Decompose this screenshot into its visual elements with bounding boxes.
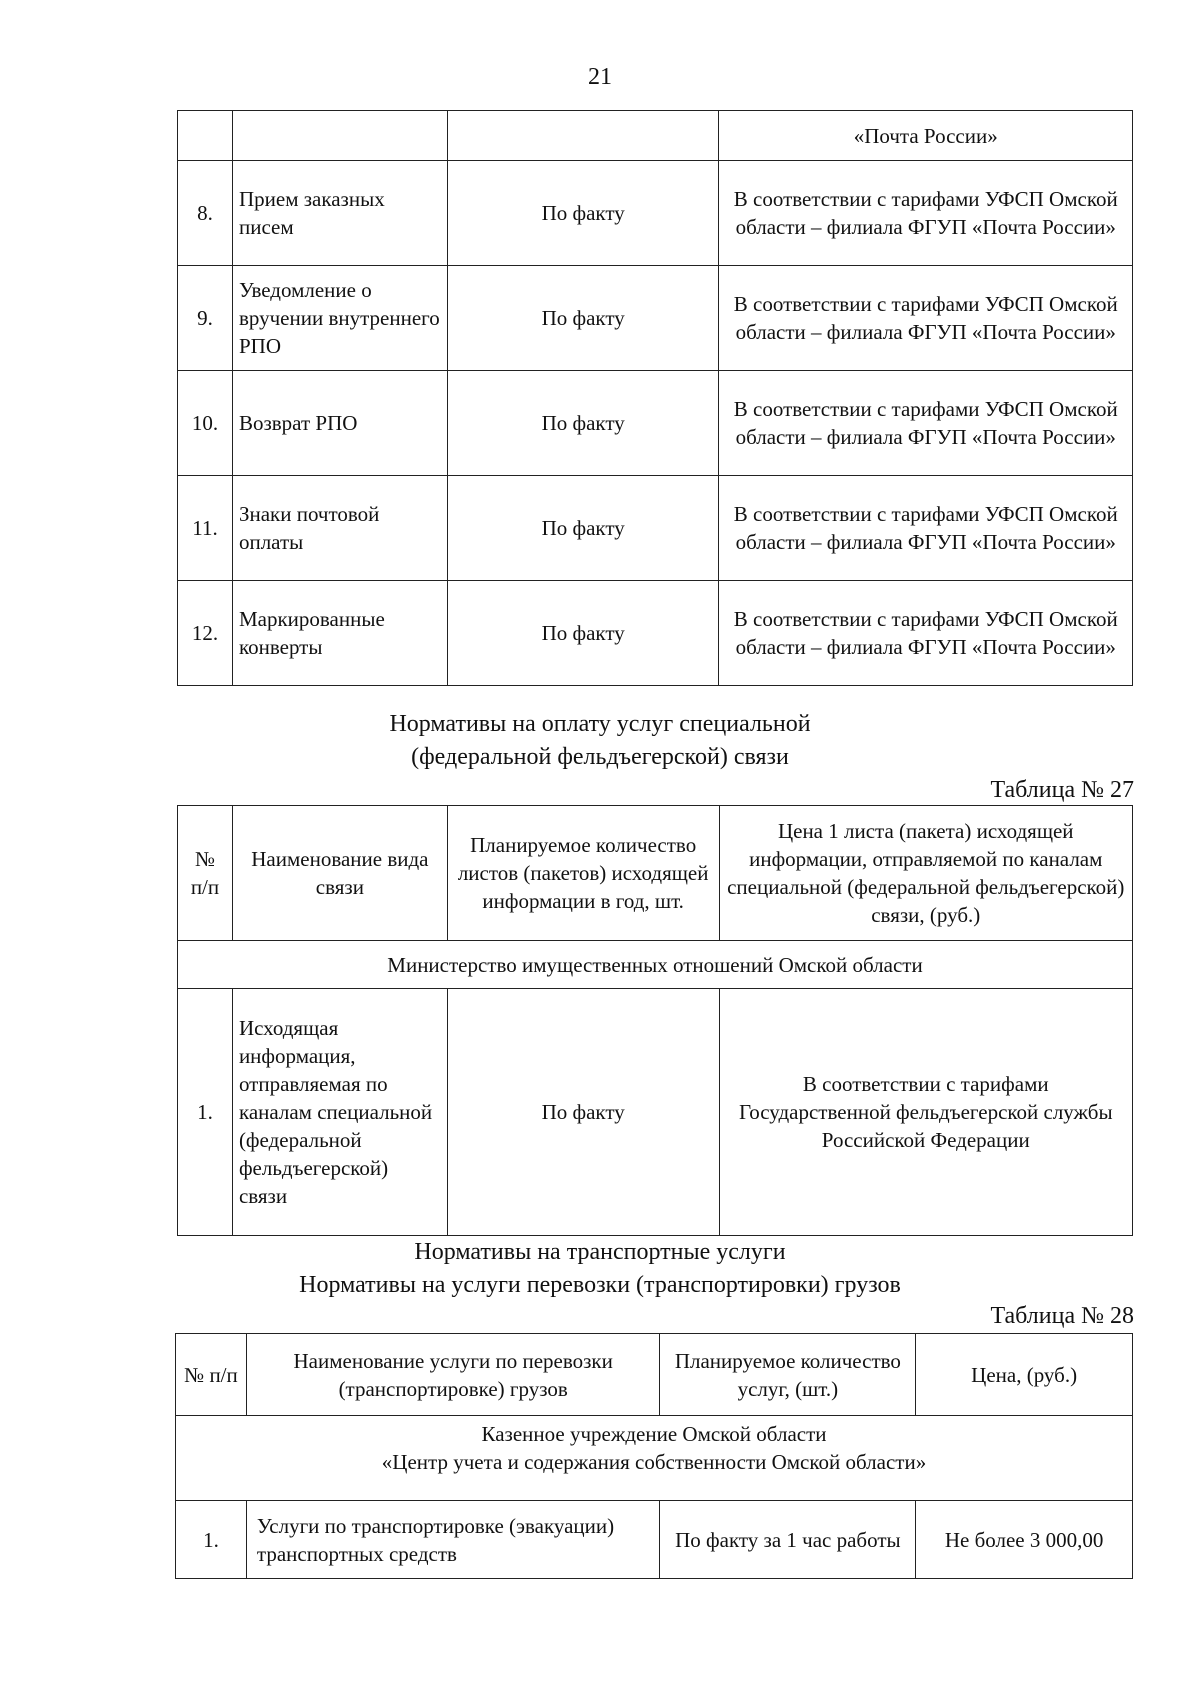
row-num: 10.	[178, 371, 233, 476]
row-qty: По факту за 1 час работы	[660, 1501, 916, 1579]
header-qty: Планируемое количество услуг, (шт.)	[660, 1334, 916, 1416]
table-header-row	[178, 806, 1133, 941]
table-row	[178, 581, 1133, 686]
header-num: № п/п	[178, 806, 233, 941]
section27-title-line1: Нормативы на оплату услуг специальной	[389, 711, 811, 737]
table27-label: Таблица № 27	[990, 777, 1134, 803]
header-num: № п/п	[176, 1334, 247, 1416]
row-qty: По факту	[447, 371, 719, 476]
row-name: Знаки почтовой оплаты	[232, 476, 447, 581]
row-qty: По факту	[447, 476, 719, 581]
row-price: В соответствии с тарифами УФСП Омской области – филиала ФГУП «Почта России»	[719, 581, 1133, 686]
table-row	[178, 476, 1133, 581]
row-name: Возврат РПО	[232, 371, 447, 476]
row-price: Не более 3 000,00	[916, 1501, 1133, 1579]
group-label: Министерство имущественных отношений Омской области	[178, 941, 1133, 989]
group-label	[176, 1416, 1133, 1501]
row-name: Прием заказных писем	[232, 161, 447, 266]
row-num: 1.	[178, 989, 233, 1236]
table-row	[178, 111, 1133, 161]
header-name: Наименование услуги по перевозки (транспортировке) грузов	[246, 1334, 660, 1416]
row-price: В соответствии с тарифами УФСП Омской области – филиала ФГУП «Почта России»	[719, 371, 1133, 476]
header-price: Цена 1 листа (пакета) исходящей информации, отправляемой по каналам специальной (федеральной фельдъегерской) связи, (руб.)	[719, 806, 1133, 941]
table-row	[178, 371, 1133, 476]
table-row	[178, 161, 1133, 266]
postal-services-table	[177, 110, 1133, 686]
group-line1: Казенное учреждение Омской области	[481, 1422, 827, 1446]
row-price: В соответствии с тарифами УФСП Омской области – филиала ФГУП «Почта России»	[719, 161, 1133, 266]
group-row	[178, 941, 1133, 989]
section27-title-line2: (федеральной фельдъегерской) связи	[411, 744, 789, 770]
group-row	[176, 1416, 1133, 1501]
row-num: 9.	[178, 266, 233, 371]
row-qty	[447, 111, 719, 161]
row-name: Уведомление о вручении внутреннего РПО	[232, 266, 447, 371]
row-name: Исходящая информация, отправляемая по каналам специальной (федеральной фельдъегерской) связи	[232, 989, 447, 1236]
row-price: В соответствии с тарифами УФСП Омской области – филиала ФГУП «Почта России»	[719, 476, 1133, 581]
row-num	[178, 111, 233, 161]
group-line2: «Центр учета и содержания собственности Омской области»	[381, 1450, 927, 1474]
table-row	[178, 266, 1133, 371]
table-header-row	[176, 1334, 1133, 1416]
row-num: 11.	[178, 476, 233, 581]
row-price: «Почта России»	[719, 111, 1133, 161]
row-num: 1.	[176, 1501, 247, 1579]
row-name	[232, 111, 447, 161]
row-price: В соответствии с тарифами Государственной фельдъегерской службы Российской Федерации	[719, 989, 1133, 1236]
header-qty: Планируемое количество листов (пакетов) исходящей информации в год, шт.	[447, 806, 719, 941]
row-name: Маркированные конверты	[232, 581, 447, 686]
cargo-transport-table	[175, 1333, 1133, 1579]
row-num: 8.	[178, 161, 233, 266]
section28-title-line1: Нормативы на транспортные услуги	[414, 1239, 786, 1265]
row-qty: По факту	[447, 161, 719, 266]
row-name: Услуги по транспортировке (эвакуации) транспортных средств	[246, 1501, 660, 1579]
row-qty: По факту	[447, 989, 719, 1236]
row-num: 12.	[178, 581, 233, 686]
row-qty: По факту	[447, 581, 719, 686]
courier-communication-table	[177, 805, 1133, 1236]
table-row	[176, 1501, 1133, 1579]
table28-label: Таблица № 28	[990, 1303, 1134, 1329]
section28-title-line2: Нормативы на услуги перевозки (транспортировки) грузов	[299, 1272, 901, 1298]
header-price: Цена, (руб.)	[916, 1334, 1133, 1416]
row-price: В соответствии с тарифами УФСП Омской области – филиала ФГУП «Почта России»	[719, 266, 1133, 371]
table-row	[178, 989, 1133, 1236]
header-name: Наименование вида связи	[232, 806, 447, 941]
row-qty: По факту	[447, 266, 719, 371]
page-number: 21	[588, 64, 612, 90]
